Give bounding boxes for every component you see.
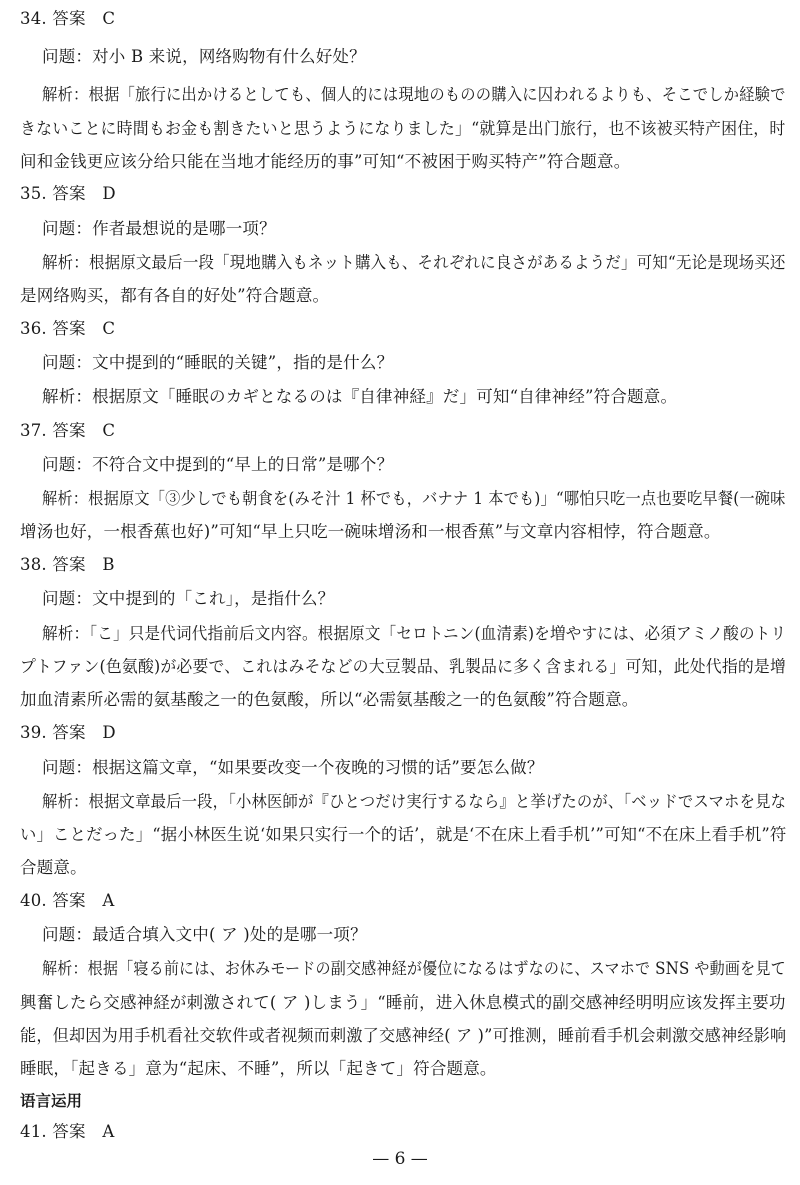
analysis-34-line-2: きないことに時間もお金も割きたいと思うようになりました」“就算是出门旅行，也不该被买特产困住，时: [20, 119, 786, 138]
answer-38: 38. 答案 B: [20, 555, 115, 574]
analysis-34-line-1: 解析：根据「旅行に出かけるとしても、個人的には現地のものの購入に囚われるよりも、そこでしか経験で: [42, 85, 786, 104]
answer-41: 41. 答案 A: [20, 1122, 115, 1141]
analysis-40-line-2: 興奮したら交感神経が刺激されて( ア )しまう」“睡前，进入休息模式的副交感神经明明应该发挥主要功: [20, 993, 786, 1012]
analysis-34-line-3: 间和金钱更应该分给只能在当地才能经历的事”可知“不被困于购买特产”符合题意。: [20, 152, 631, 171]
analysis-39-line-2: い」ことだった」“据小林医生说‘如果只实行一个的话’，就是‘不在床上看手机’”可知“不在床上看手机”符: [20, 825, 787, 844]
analysis-35-line-2: 是网络购买，都有各自的好处”符合题意。: [20, 286, 330, 305]
answer-36: 36. 答案 C: [20, 319, 116, 338]
analysis-40-line-1: 解析：根据「寝る前には、お休みモードの副交感神経が優位になるはずなのに、スマホで SNS や動画を見て: [42, 959, 786, 978]
answer-34: 34. 答案 C: [20, 9, 116, 28]
analysis-37-line-1: 解析：根据原文「③少しでも朝食を(みそ汁 1 杯でも，バナナ 1 本でも)」“哪怕只吃一点也要吃早餐(一碗味: [42, 489, 786, 508]
answer-39: 39. 答案 D: [20, 723, 116, 742]
question-40: 问题：最适合填入文中( ア )处的是哪一项？: [42, 925, 367, 944]
analysis-40-line-3: 能，但却因为用手机看社交软件或者视频而刺激了交感神经( ア )”可推测，睡前看手机会刺激交感神经影响: [20, 1026, 787, 1045]
question-37: 问题：不符合文中提到的“早上的日常”是哪个？: [42, 455, 394, 474]
analysis-38-line-2: プトファン(色氨酸)が必要で、これはみそなどの大豆製品、乳製品に多く含まれる」可知，此处代指的是增: [20, 657, 787, 676]
analysis-37-line-2: 增汤也好，一根香蕉也好)”可知“早上只吃一碗味增汤和一根香蕉”与文章内容相悖，符合题意。: [20, 522, 721, 541]
answer-40: 40. 答案 A: [20, 891, 115, 910]
analysis-35-line-1: 解析：根据原文最后一段「現地購入もネット購入も、それぞれに良さがあるようだ」可知“无论是现场买还: [42, 253, 786, 272]
answer-37: 37. 答案 C: [20, 421, 116, 440]
page-number: — 6 —: [372, 1149, 428, 1169]
analysis-40-line-4: 睡眠，「起きる」意为“起床、不睡”，所以「起きて」符合题意。: [20, 1059, 497, 1078]
question-34: 问题：对小 B 来说，网络购物有什么好处？: [42, 47, 366, 66]
question-36: 问题：文中提到的“睡眠的关键”，指的是什么？: [42, 353, 394, 372]
analysis-38-line-1: 解析：「こ」只是代词代指前后文内容。根据原文「セロトニン(血清素)を増やすには、必須アミノ酸のトリ: [42, 624, 787, 643]
question-38: 问题：文中提到的「これ」，是指什么？: [42, 589, 335, 608]
analysis-39-line-3: 合题意。: [20, 858, 87, 877]
analysis-36-line-1: 解析：根据原文「睡眠のカギとなるのは『自律神経』だ」可知“自律神经”符合题意。: [42, 387, 678, 406]
question-35: 问题：作者最想说的是哪一项？: [42, 219, 276, 238]
section-heading-language-use: 语言运用: [20, 1092, 83, 1110]
analysis-39-line-1: 解析：根据文章最后一段，「小林医師が『ひとつだけ実行するなら』と挙げたのが、「ベッドでスマホを見な: [42, 792, 787, 811]
answer-35: 35. 答案 D: [20, 184, 116, 203]
analysis-38-line-3: 加血清素所必需的氨基酸之一的色氨酸，所以“必需氨基酸之一的色氨酸”符合题意。: [20, 690, 639, 709]
question-39: 问题：根据这篇文章，“如果要改变一个夜晚的习惯的话”要怎么做？: [42, 758, 544, 777]
